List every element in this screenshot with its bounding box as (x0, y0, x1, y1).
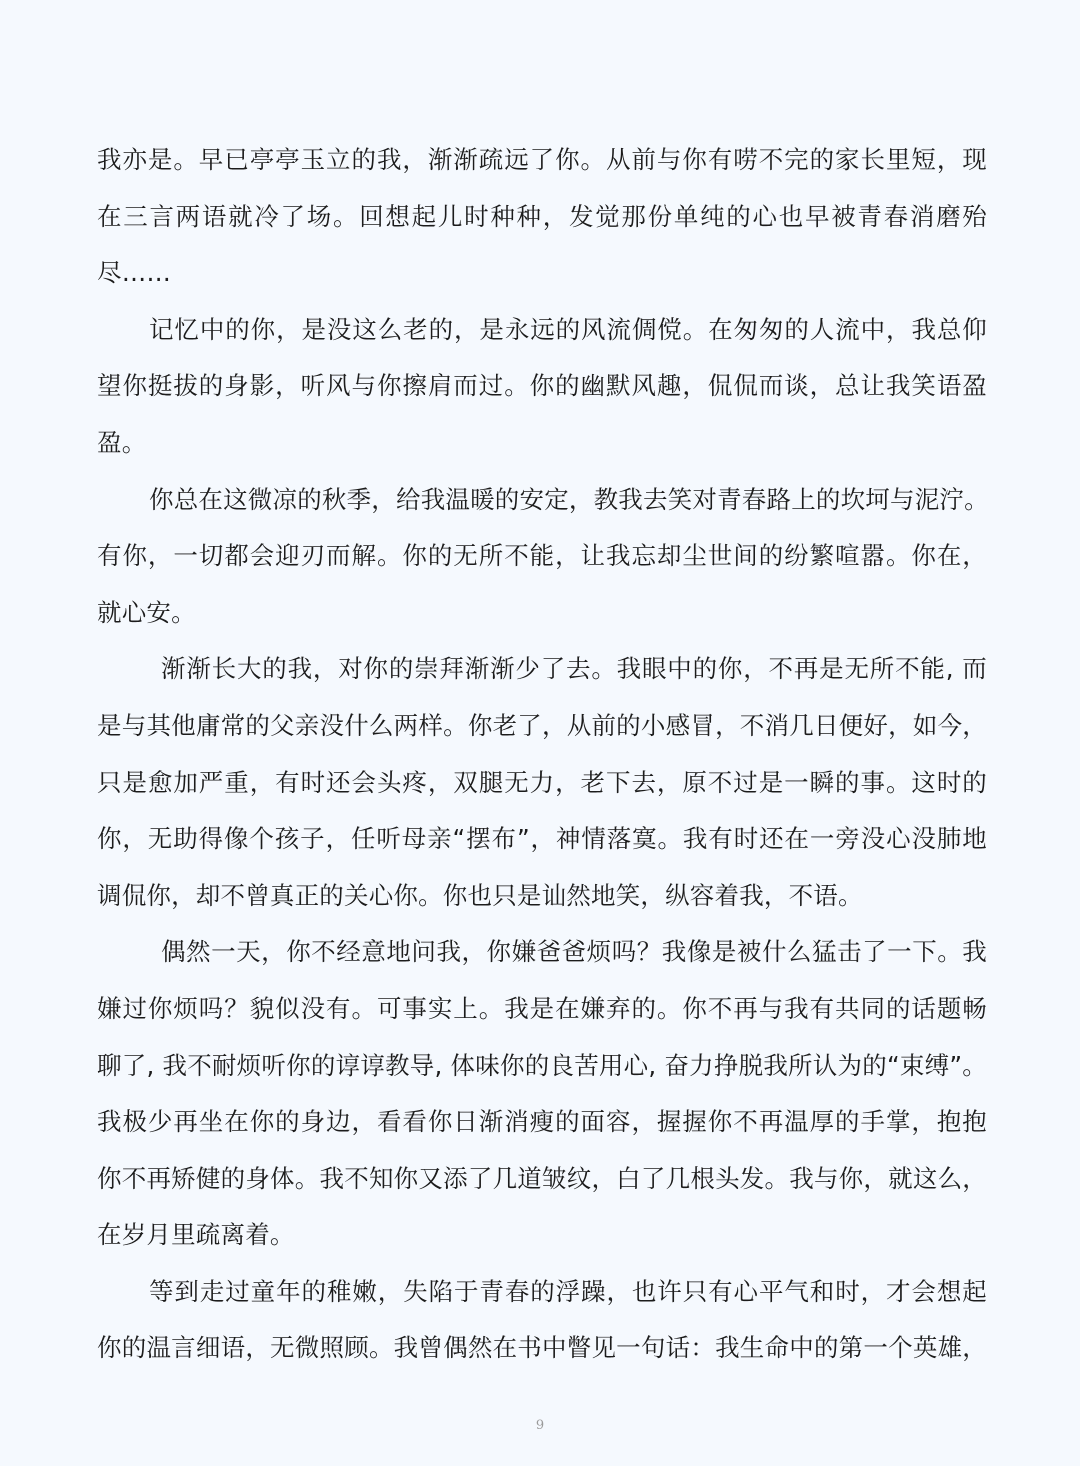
text-line: 在岁月里疏离着。 (97, 1220, 295, 1250)
text-line: 你总在这微凉的秋季，给我温暖的安定，教我去笑对青春路上的坎坷与泥泞。 (149, 484, 989, 514)
text-line: 你的温言细语，无微照顾。我曾偶然在书中瞥见一句话：我生命中的第一个英雄， (97, 1333, 987, 1363)
text-line: 有你，一切都会迎刃而解。你的无所不能，让我忘却尘世间的纷繁喧嚣。你在， (97, 541, 987, 571)
page-number: 9 (535, 1418, 545, 1433)
paragraph-2 (97, 302, 987, 472)
paragraph-4 (97, 641, 987, 924)
text-line: 我极少再坐在你的身边，看看你日渐消瘦的面容，握握你不再温厚的手掌，抱抱 (97, 1107, 987, 1137)
text-line: 渐渐长大的我，对你的崇拜渐渐少了去。我眼中的你，不再是无所不能, 而 (161, 654, 987, 684)
text-line: 你不再矫健的身体。我不知你又添了几道皱纹，白了几根头发。我与你，就这么， (97, 1163, 987, 1193)
text-line: 尽…… (97, 258, 172, 288)
text-line: 是与其他庸常的父亲没什么两样。你老了，从前的小感冒，不消几日便好，如今， (97, 710, 987, 740)
text-line: 聊了, 我不耐烦听你的谆谆教导, 体味你的良苦用心, 奋力挣脱我所认为的“束缚”。 (97, 1050, 987, 1080)
text-line: 嫌过你烦吗？貌似没有。可事实上。我是在嫌弃的。你不再与我有共同的话题畅 (97, 993, 987, 1023)
text-line: 记忆中的你，是没这么老的，是永远的风流倜傥。在匆匆的人流中，我总仰 (149, 314, 987, 344)
text-line: 盈。 (97, 427, 147, 457)
paragraph-6 (97, 1264, 987, 1377)
paragraph-5 (97, 924, 987, 1264)
paragraph-3 (97, 472, 987, 642)
text-line: 偶然一天，你不经意地问我，你嫌爸爸烦吗？我像是被什么猛击了一下。我 (161, 937, 987, 967)
text-line: 调侃你，却不曾真正的关心你。你也只是讪然地笑，纵容着我，不语。 (97, 880, 863, 910)
text-line: 我亦是。早已亭亭玉立的我，渐渐疏远了你。从前与你有唠不完的家长里短，现 (97, 145, 987, 174)
text-line: 你，无助得像个孩子，任听母亲“摆布”，神情落寞。我有时还在一旁没心没肺地 (97, 824, 987, 854)
text-line: 望你挺拔的身影，听风与你擦肩而过。你的幽默风趣，侃侃而谈，总让我笑语盈 (97, 371, 987, 401)
body-text (97, 132, 987, 1377)
text-line: 就心安。 (97, 597, 196, 627)
text-line: 在三言两语就冷了场。回想起儿时种种，发觉那份单纯的心也早被青春消磨殆 (97, 201, 987, 231)
text-line: 只是愈加严重，有时还会头疼，双腿无力，老下去，原不过是一瞬的事。这时的 (97, 767, 987, 797)
text-line: 等到走过童年的稚嫩，失陷于青春的浮躁，也许只有心平气和时，才会想起 (149, 1276, 987, 1306)
paragraph-1 (97, 132, 987, 302)
